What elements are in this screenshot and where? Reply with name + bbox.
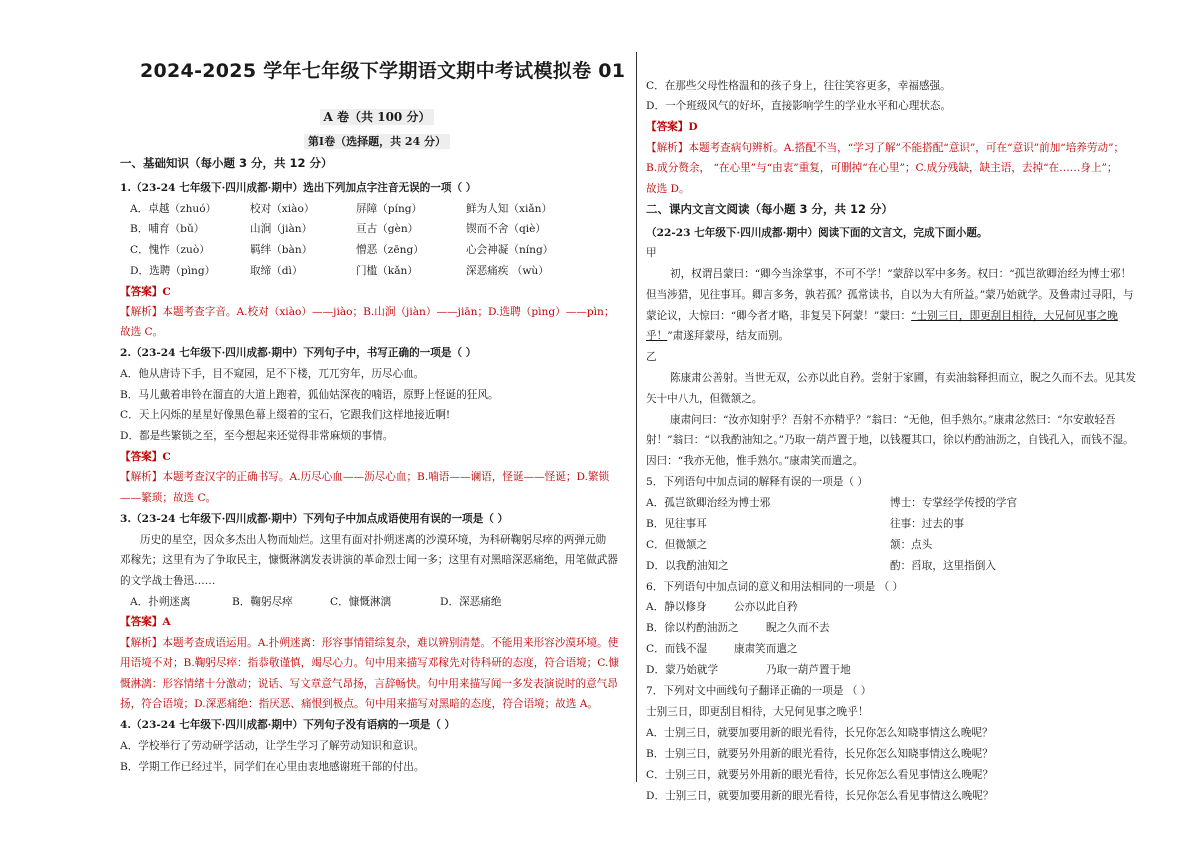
question-2-option: C．天上闪烁的星星好像黑色幕上缀着的宝石，它跟我们这样地接近啊! [120, 409, 451, 421]
question-1-analysis: 故选 C。 [120, 326, 164, 338]
section-heading-classical-reading: 二、课内文言文阅读（每小题 3 分，共 12 分） [646, 202, 894, 216]
question-4-option: C．在那些父母性格温和的孩子身上，往往笑容更多，幸福感强。 [646, 80, 951, 92]
question-3-passage: 邓稼先；这里有为了争取民主，慷慨淋漓发表讲演的革命烈士闻一多；这里有对黑暗深恶痛绝，用笔做武器 [120, 554, 618, 566]
question-3-passage: 的文学战士鲁迅…… [120, 575, 216, 587]
question-1-analysis: 【解析】本题考查字音。A.校对（xiào）——jiào；B.山涧（jiàn）——jiān；D.选聘（pìng）——pìn； [120, 306, 615, 318]
question-1-answer: 【答案】C [120, 286, 171, 298]
question-4-option: D．一个班级风气的好坏，直接影响学生的学业水平和心理状态。 [646, 100, 952, 112]
question-7-stem: 7．下列对文中画线句子翻译正确的一项是 （ ） [646, 685, 872, 697]
question-2-stem: 2.（23-24 七年级下·四川成都·期中）下列句子中，书写正确的一项是（ ） [120, 347, 477, 359]
section-heading-basics: 一、基础知识（每小题 3 分，共 12 分） [120, 156, 333, 170]
question-7-option: B．士别三日，就要另外用新的眼光看待，长兄你怎么知晓事情这么晚呢？ [646, 748, 993, 760]
question-2-analysis: ——繁琐；故选 C。 [120, 492, 217, 504]
question-2-option: B．马儿戴着串铃在溜直的大道上跑着，狐仙姑深夜的喃语，原野上怪诞的狂风。 [120, 389, 499, 401]
passage-jia-line: 但当涉猎，见往事耳。卿言多务，孰若孤？孤常读书，自以为大有所益。”蒙乃始就学。及鲁肃过寻阳，与 [646, 289, 1134, 301]
passage-yi-label: 乙 [646, 351, 657, 363]
question-3-analysis: 扬，符合语境；D.深恶痛绝：指厌恶、痛恨到极点。句中用来描写对黑暗的态度，符合语境；故选 A。 [120, 698, 599, 710]
passage-yi-line: 陈康肃公善射。当世无双，公亦以此自矜。尝射于家圃，有卖油翁释担而立，睨之久而不去。见其发 [670, 372, 1137, 384]
question-4-stem: 4.（23-24 七年级下·四川成都·期中）下列句子没有语病的一项是（ ） [120, 719, 456, 731]
reading-intro: （22-23 七年级下·四川成都·期中）阅读下面的文言文，完成下面小题。 [646, 227, 988, 239]
column-divider [636, 52, 637, 782]
page-title: 2024-2025 学年七年级下学期语文期中考试模拟卷 01 [140, 60, 626, 82]
passage-yi-line: 因曰：“我亦无他，惟手熟尔。”康肃笑而遣之。 [646, 455, 864, 467]
question-3-analysis: 慨淋漓：形容情绪十分激动；说话、写文章意气昂扬，言辞畅快。句中用来描写闻一多发表演说时的意气昂 [120, 678, 618, 690]
question-1-stem: 1.（23-24 七年级下·四川成都·期中）选出下列加点字注音无误的一项（ ） [120, 182, 477, 194]
section-a-heading: A 卷（共 100 分） [120, 110, 634, 125]
question-7-option: D．士别三日，就要加要用新的眼光看待，长兄你怎么看见事情这么晚呢？ [646, 790, 994, 802]
question-4-option: B．学期工作已经过半，同学们在心里由衷地感谢班干部的付出。 [120, 761, 425, 773]
question-3-stem: 3.（23-24 七年级下·四川成都·期中）下列句子中加点成语使用有误的一项是（ ） [120, 513, 509, 525]
question-3-analysis: 【解析】本题考查成语运用。A.扑朔迷离：形容事情错综复杂，难以辨别清楚。不能用来形容沙漠环境。使 [120, 637, 619, 649]
question-3-answer: 【答案】A [120, 616, 171, 628]
passage-jia-line: 初，权谓吕蒙曰：“卿今当涂掌事，不可不学！”蒙辞以军中多务。权曰：“孤岂欲卿治经为博士邪！ [670, 268, 1132, 280]
question-4-answer: 【答案】D [646, 121, 698, 133]
question-4-analysis: 【解析】本题考查病句辨析。A.搭配不当，“学习了解”不能搭配“意识”，可在“意识”前加“培养劳动”； [646, 142, 1125, 154]
question-7-option: A．士别三日，就要加要用新的眼光看待，长兄你怎么知晓事情这么晚呢？ [646, 727, 993, 739]
passage-yi-line: 矢十中八九，但微颔之。 [646, 393, 763, 405]
passage-yi-line: 康肃问曰：“汝亦知射乎？吾射不亦精乎？”翁曰：“无他，但手熟尔。”康肃忿然曰：“尔安敢轻吾 [670, 414, 1116, 426]
passage-jia-label: 甲 [646, 247, 657, 259]
question-2-option: A．他从唐诗下手，目不窥园，足不下楼，兀兀穷年，历尽心血。 [120, 368, 425, 380]
passage-jia-line: 蒙论议，大惊曰：“卿今者才略，非复吴下阿蒙！”蒙曰：“士别三日，即更刮目相待，大兄何见事之晚 [646, 310, 1118, 322]
question-6-stem: 6．下列语句中加点词的意义和用法相同的一项是 （ ） [646, 581, 904, 593]
question-3-analysis: 用语境不对；B.鞠躬尽瘁：指恭敬谨慎，竭尽心力。句中用来描写邓稼先对待科研的态度，符合语境；C.慷 [120, 657, 619, 669]
question-2-answer: 【答案】C [120, 451, 171, 463]
passage-jia-line: 乎！”肃遂拜蒙母，结友而别。 [646, 330, 790, 342]
part-1-heading: 第Ⅰ卷（选择题，共 24 分） [120, 134, 634, 149]
question-7-option: C．士别三日，就要另外用新的眼光看待，长兄你怎么看见事情这么晚呢？ [646, 769, 994, 781]
question-4-analysis: B.成分赘余， “在心里”与“由衷”重复，可删掉“在心里”；C.成分残缺，缺主语，去掉“在……身上”； [646, 162, 1118, 174]
question-2-option: D．都是些繁锁之至，至今想起来还觉得非常麻烦的事情。 [120, 430, 394, 442]
question-2-analysis: 【解析】本题考查汉字的正确书写。A.历尽心血——沥尽心血；B.喃语——谰语，怪诞——怪诞；D.繁锁 [120, 471, 610, 483]
question-3-passage: 历史的星空，因众多杰出人物而灿烂。这里有面对扑朔迷离的沙漠环境，为科研鞠躬尽瘁的两弹元勋 [140, 534, 607, 546]
question-4-option: A．学校举行了劳动研学活动，让学生学习了解劳动知识和意识。 [120, 740, 425, 752]
question-4-analysis: 故选 D。 [646, 183, 690, 195]
question-7-sentence: 士别三日，即更刮目相待，大兄何见事之晚乎！ [646, 706, 869, 718]
passage-yi-line: 射！”翁曰：“以我酌油知之。”乃取一葫芦置于地，以钱覆其口，徐以杓酌油沥之，自钱孔入，而钱不湿。 [646, 434, 1134, 446]
question-5-stem: 5．下列语句中加点词的解释有误的一项是（ ） [646, 476, 868, 488]
